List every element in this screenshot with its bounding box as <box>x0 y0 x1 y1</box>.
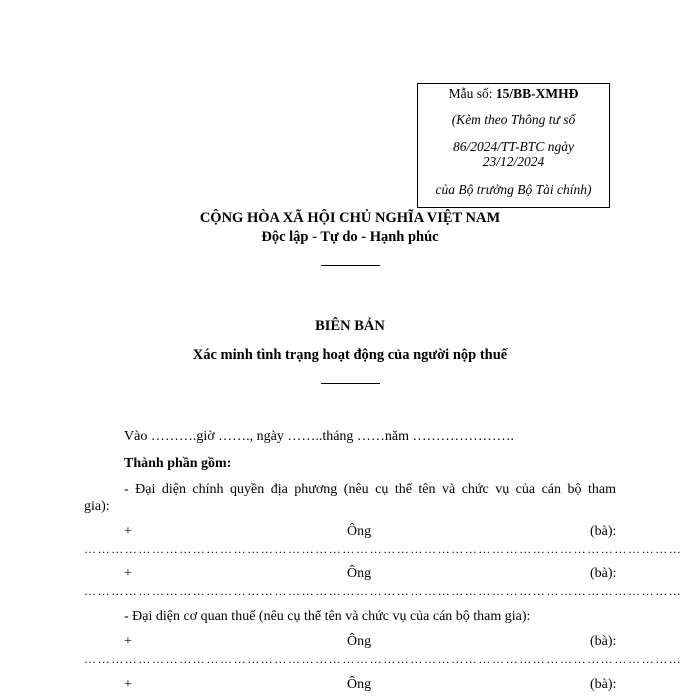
circular-ref-line-1: (Kèm theo Thông tư số <box>451 112 576 127</box>
plus-marker: + <box>124 524 132 539</box>
fill-in-dots: …………………………………………………………………………………………………………………… <box>84 652 683 666</box>
mr-label: Ông <box>347 677 372 692</box>
national-name: CỘNG HÒA XÃ HỘI CHỦ NGHĨA VIỆT NAM <box>199 210 501 226</box>
document-subtitle: Xác minh tình trạng hoạt động của người nộp thuế <box>192 347 508 363</box>
header-divider <box>321 265 380 266</box>
mr-label: Ông <box>347 634 372 649</box>
title-divider <box>321 383 380 384</box>
local-rep-line-1: - Đại diện chính quyền địa phương (nêu cụ thể tên và chức vụ của cán bộ tham <box>124 482 616 497</box>
mr-label: Ông <box>347 566 372 581</box>
form-number-line <box>418 86 609 101</box>
plus-marker: + <box>124 566 132 581</box>
tax-rep-intro: - Đại diện cơ quan thuế (nêu cụ thể tên và chức vụ của cán bộ tham gia): <box>124 609 531 624</box>
fill-in-dots: …………………………………………………………………………………………………………………… <box>84 584 683 598</box>
circular-ref-line-4: của Bộ trưởng Bộ Tài chính) <box>435 182 592 197</box>
circular-ref-line-2: 86/2024/TT-BTC ngày <box>453 139 574 154</box>
form-number: 15/BB-XMHĐ <box>495 86 579 101</box>
form-number-box <box>417 83 610 208</box>
composition-heading: Thành phần gồm: <box>124 456 232 471</box>
local-rep-intro <box>84 482 616 498</box>
mrs-label: (bà): <box>590 677 617 692</box>
form-number-prefix: Mẫu số: <box>448 86 496 101</box>
plus-marker: + <box>124 634 132 649</box>
mr-label: Ông <box>347 524 372 539</box>
national-motto: Độc lập - Tự do - Hạnh phúc <box>261 229 439 245</box>
document-title: BIÊN BẢN <box>315 318 385 334</box>
local-rep-line-2: gia): <box>84 499 110 514</box>
mrs-label: (bà): <box>590 524 617 539</box>
plus-marker: + <box>124 677 132 692</box>
time-line: Vào ……….giờ ……., ngày ……..tháng ……năm …………………. <box>124 429 515 444</box>
mrs-label: (bà): <box>590 634 617 649</box>
fill-in-dots: …………………………………………………………………………………………………………………… <box>84 542 683 556</box>
mrs-label: (bà): <box>590 566 617 581</box>
circular-ref-line-3: 23/12/2024 <box>482 154 545 169</box>
